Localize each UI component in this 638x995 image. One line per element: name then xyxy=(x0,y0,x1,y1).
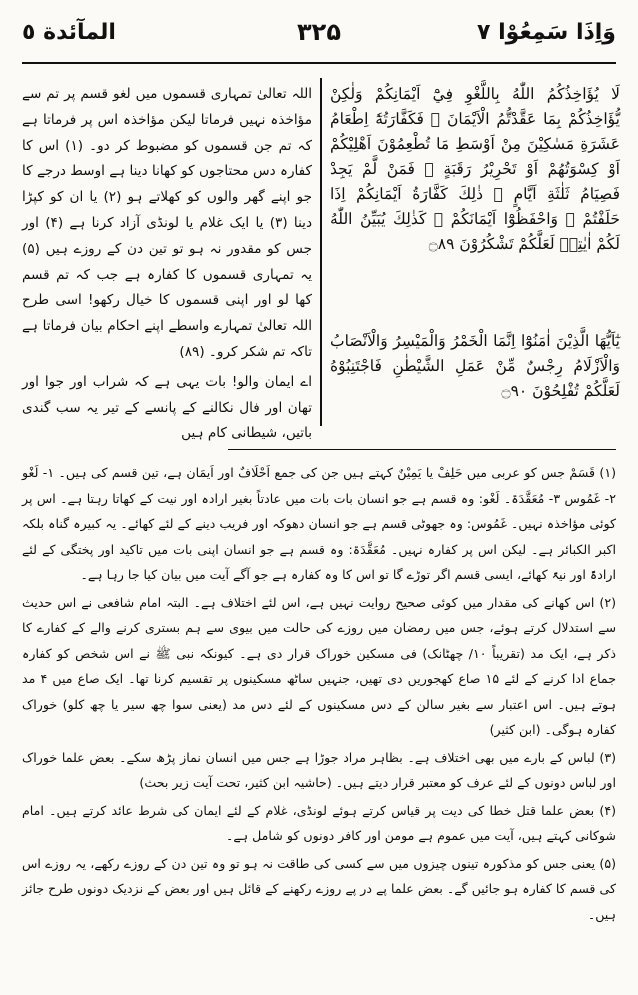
urdu-translation-89: اللہ تعالیٰ تمہاری قسموں میں لغو قسم پر تم سے مؤاخذہ نہیں فرماتا لیکن مؤاخذہ اس پر فرماتا ہے کہ تم جن قسموں کو مضبوط کر دو۔ (۱) اس کا کفارہ دس محتاجوں کو کھانا دینا ہے اوسط درجے کا جو اپنے گھر والوں کو کھلاتے ہو (۲) یا ان کو کپڑا دینا (۳) یا ایک غلام یا لونڈی آزاد کرنا ہے (۴) اور جس کو مقدور نہ ہو تو تین دن کے روزے ہیں (۵) یہ تمہاری قسموں کا کفارہ ہے جب کہ تم قسم کھا لو اور اپنی قسموں کا خیال رکھو! اسی طرح اللہ تعالیٰ تمہارے واسطے اپنے احکام بیان فرماتا ہے تاکہ تم شکر کرو۔ (۸۹) xyxy=(22,86,313,360)
header-divider xyxy=(22,62,616,64)
footnote: (۱) قَسَمْ جس کو عربی میں حَلِفْ یا یَمِیْنٌ کہتے ہیں جن کی جمع اَحْلَافٌ اور اَیمَان ہے، تین قسم کی ہیں۔ ۱- لَغْو ۲- غَمُوس ۳- مُعَقَّدَۃ۔ لَغْو: وہ قسم ہے جو انسان بات بات میں عادتاً بغیر ارادہ اور نیت کے کھاتا رہتا ہے۔ اس پر کوئی مؤاخذہ نہیں۔ غَمُوس: وہ جھوٹی قسم ہے جو انسان دھوکہ اور فریب دینے کے لئے کھائے۔ یہ کبیرہ گناہ بلکہ اکبر الکبائر ہے۔ لیکن اس پر کفارہ نہیں۔ مُعَقَّدَۃ: وہ قسم ہے جو انسان اپنی بات میں تاکید اور پختگی کے لئے ارادۃً اور نیۃً کھائے، ایسی قسم اگر توڑے گا تو اس کا وہ کفارہ ہے جو آگے آیت میں بیان کیا جا رہا ہے۔ xyxy=(22,465,616,582)
footnote: (۳) لباس کے بارے میں بھی اختلاف ہے۔ بظاہر مراد جوڑا ہے جس میں انسان نماز پڑھ سکے۔ بعض علما خوراک اور لباس دونوں کے لئے عرف کو معتبر قرار دیتے ہیں۔ (حاشیہ ابن کثیر، تحت آیت زیر بحث) xyxy=(22,749,616,790)
urdu-translation-column xyxy=(22,82,312,447)
page-number: ۳۲۵ xyxy=(297,18,341,46)
footnote: (۵) یعنی جس کو مذکورہ تینوں چیزوں میں سے کسی کی طاقت نہ ہو تو وہ تین دن کے روزے رکھے، یہ روزے اس کی قسم کا کفارہ ہو جائیں گے۔ بعض علما پے در پے روزے رکھنے کے قائل ہیں اور بعض کے نزدیک دونوں طرح جائز ہیں۔ xyxy=(22,855,616,922)
arabic-verse-89: لَا يُؤَاخِذُكُمُ اللّٰهُ بِاللَّغْوِ فِيْٓ اَيْمَانِكُمْ وَلٰكِنْ يُّؤَاخِذُكُمْ بِمَا عَقَّدْتُّمُ الْاَيْمَانَ ۚ فَكَفَّارَتُهٗٓ اِطْعَامُ عَشَرَةِ مَسٰكِيْنَ مِنْ اَوْسَطِ مَا تُطْعِمُوْنَ اَهْلِيْكُمْ اَوْ كِسْوَتُهُمْ اَوْ تَحْرِيْرُ رَقَبَةٍ ۭ فَمَنْ لَّمْ يَجِدْ فَصِيَامُ ثَلٰثَةِ اَيَّامٍ ۭ ذٰلِكَ كَفَّارَةُ اَيْمَانِكُمْ اِذَا حَلَفْتُمْ ۭ وَاحْفَظُوْٓا اَيْمَانَكُمْ ۭ كَذٰلِكَ يُبَيِّنُ اللّٰهُ لَكُمْ اٰيٰتِهٖ لَعَلَّكُمْ تَشْكُرُوْنَ ۝٨٩ xyxy=(330,85,620,253)
column-divider xyxy=(320,78,322,426)
arabic-column xyxy=(330,82,620,404)
page-header xyxy=(22,14,616,58)
arabic-verse-90: يٰٓاَيُّهَا الَّذِيْنَ اٰمَنُوْٓا اِنَّمَا الْخَمْرُ وَالْمَيْسِرُ وَالْاَنْصَابُ وَالْاَزْلَامُ رِجْسٌ مِّنْ عَمَلِ الشَّيْطٰنِ فَاجْتَنِبُوْهُ لَعَلَّكُمْ تُفْلِحُوْنَ ۝٩٠ xyxy=(330,332,620,400)
juz-name: وَاِذَا سَمِعُوْا ۷ xyxy=(477,20,616,45)
footnotes xyxy=(22,460,616,929)
footnote: (۴) بعض علما قتل خطا کی دیت پر قیاس کرتے ہوئے لونڈی، غلام کے لئے ایمان کی شرط عائد کرتے ہیں۔ امام شوکانی کہتے ہیں، آیت میں عموم ہے مومن اور کافر دونوں کو شامل ہے۔ xyxy=(22,802,616,843)
urdu-translation-90: اے ایمان والو! بات یہی ہے کہ شراب اور جوا اور تھان اور فال نکالنے کے پانسے کے تیر یہ سب گندی باتیں، شیطانی کام ہیں xyxy=(22,373,312,442)
surah-name: المآئدة ٥ xyxy=(22,20,116,45)
footnote-divider xyxy=(228,449,616,450)
footnote: (۲) اس کھانے کی مقدار میں کوئی صحیح روایت نہیں ہے، اس لئے اختلاف ہے۔ البتہ امام شافعی نے اس حدیث سے استدلال کرتے ہوئے، جس میں رمضان میں روزے کی حالت میں بیوی سے ہم بستری کرنے والے کے کفارے کا ذکر ہے، ایک مد (تقریباً ۱۰/ چھٹانک) فی مسکین خوراک قرار دی ہے۔ کیونکہ نبی ﷺ نے اس شخص کو کفارہ جماع ادا کرنے کے لئے ۱۵ صاع کھجوریں دی تھیں، جنہیں ساٹھ مسکینوں پر تقسیم کرنا تھا۔ ایک صاع میں ۴ مد ہوتے ہیں۔ اس اعتبار سے بغیر سالن کے دس مسکینوں کے لئے دس مد (یعنی سوا چھ سیر یا چھ کلو) خوراک کفارہ ہوگی۔ (ابن کثیر) xyxy=(22,594,616,737)
